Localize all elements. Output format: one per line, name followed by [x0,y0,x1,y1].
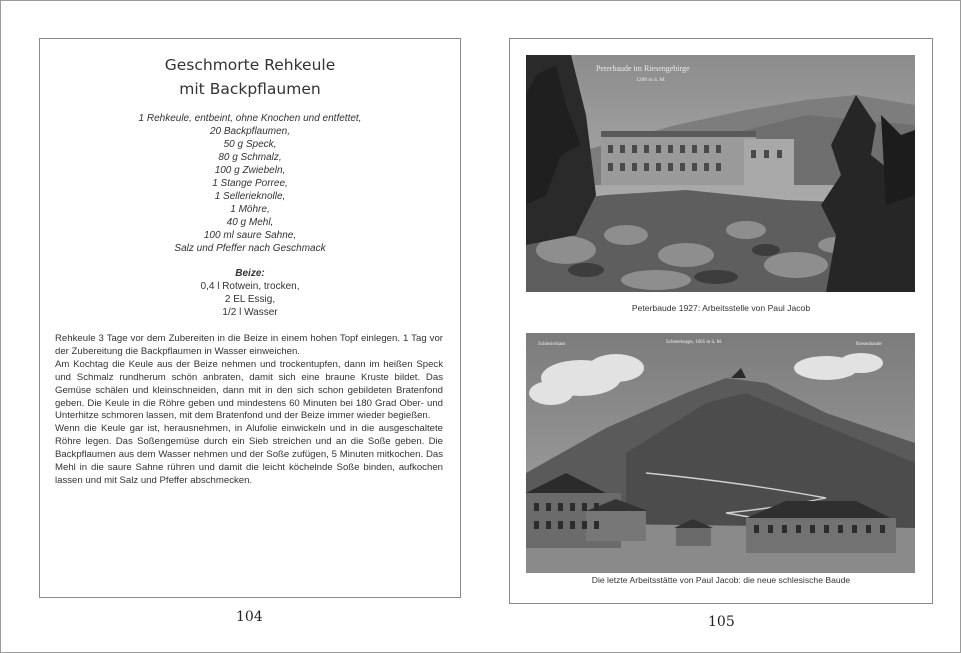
marinade-item: 1/2 l Wasser [222,307,278,318]
marinade-item: 0,4 l Rotwein, trocken, [200,281,300,292]
ingredient-item: 1 Stange Porree, [212,178,288,189]
postcard-label: Schlesierhaus [538,342,566,347]
ingredient-item: 80 g Schmalz, [218,152,282,163]
ingredient-item: 1 Rehkeule, entbeint, ohne Knochen und entfettet, [138,113,362,124]
recipe-title [40,53,460,101]
marinade-section [40,267,460,319]
postcard-label: Riesenbaude [856,342,882,347]
ingredient-item: 100 g Zwiebeln, [214,165,286,176]
postcard-altitude: 1288 m ü. M. [636,77,666,83]
photo-peterbaude [526,55,915,292]
ingredient-item: Salz und Pfeffer nach Geschmack [174,243,326,254]
photo-schlesische-baude [526,333,915,573]
instruction-paragraph: Wenn die Keule gar ist, herausnehmen, in Alufolie einwickeln und in die ausgeschaltete Röhre legen. Das Soßengemüse durch ein Sieb streichen und an die Soße geben. Die Backpflaumen aus dem Wasser nehmen und der Soße zufügen, 5 Minuten mitkochen. Das Mehl in die saure Sahne rühren und damit die leicht köchelnde Soße binden, aufkochen lassen und mit Salz und Pfeffer abschmecken. [55,423,443,486]
marinade-item: 2 EL Essig, [224,294,276,305]
ingredient-item: 20 Backpflaumen, [209,126,291,137]
instruction-paragraph: Rehkeule 3 Tage vor dem Zubereiten in die Beize in einem hohen Topf einlegen. 1 Tag vor der Zubereitung die Backpflaumen in Wasser einweichen. [55,333,443,357]
photo-peterbaude-image [526,55,915,292]
right-page [509,38,933,604]
marinade-heading: Beize: [235,268,265,279]
caption-schlesische-baude: Die letzte Arbeitsstätte von Paul Jacob: die neue schlesische Baude [591,575,851,585]
caption-peterbaude: Peterbaude 1927: Arbeitsstelle von Paul Jacob [631,303,811,313]
page-number-left: 104 [236,609,263,625]
left-page [39,38,461,598]
recipe-title-line-2: mit Backpflaumen [179,80,321,98]
photo-schlesische-baude-image [526,333,915,573]
instruction-paragraph: Am Kochtag die Keule aus der Beize nehmen und trockentupfen, dann im heißen Speck und Schmalz rundherum schön anbraten, damit sich eine braune Kruste bildet. Das Gemüse schälen und kleinschneiden, dann mit in den sich schon gebildeten Bratenfond geben. Die Keule in die Röhre geben und mindestens 60 Minuten bei 180 Grad Ober- und Unterhitze schmoren lassen, mit dem Bratenfond und der Beize immer wieder begießen. [55,358,443,422]
ingredient-list [40,112,460,255]
ingredient-item: 100 ml saure Sahne, [203,230,297,241]
page-number-right: 105 [708,614,735,630]
ingredient-item: 40 g Mehl, [226,217,274,228]
instructions [55,333,443,488]
ingredient-item: 50 g Speck, [223,139,277,150]
recipe-title-line-1: Geschmorte Rehkeule [164,56,336,74]
ingredient-item: 1 Sellerieknolle, [214,191,286,202]
ingredient-item: 1 Möhre, [230,204,270,215]
postcard-title: Peterbaude im Riesengebirge [596,64,690,73]
postcard-label: Schneekoppe, 1605 m ü. M. [666,340,723,345]
